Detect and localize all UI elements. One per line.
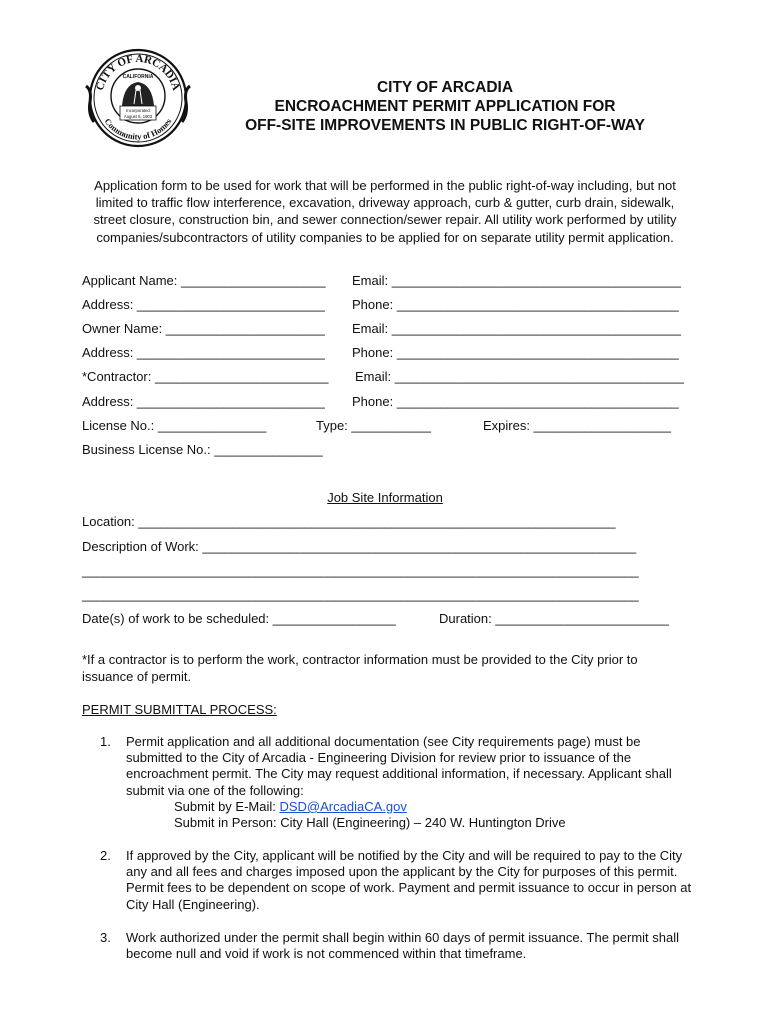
owner-address-field[interactable]: Address: __________________________ [82, 345, 325, 360]
process-item-1-text: Permit application and all additional documentation (see City requirements page) must be submitted to the City of Arcadia - Engineering Division for review prior to issuance of the encroachment permit. The City may request additional information, if necessary. Applicant shall submit via one of the following: [126, 734, 672, 798]
title-line-3: OFF-SITE IMPROVEMENTS IN PUBLIC RIGHT-OF-WAY [245, 117, 645, 134]
work-duration-field[interactable]: Duration: ________________________ [439, 611, 669, 626]
title-line-1: CITY OF ARCADIA [376, 79, 514, 96]
license-type-field[interactable]: Type: ___________ [316, 418, 431, 433]
svg-text:Incorporated: Incorporated [126, 108, 150, 113]
work-description-field[interactable]: Description of Work: ____________________________________________________________ [82, 539, 637, 554]
svg-text:August 5, 1903: August 5, 1903 [123, 114, 153, 119]
list-number: 1. [100, 734, 111, 749]
intro-paragraph: Application form to be used for work that will be performed in the public right-of-way including, but not limited to traffic flow interference, excavation, driveway approach, curb & gutter, curb drain, sidewalk, street closure, construction bin, and sewer connection/sewer repair. All utility work performed by utility companies/subcontractors of utility companies to be applied for on separate utility permit application. [93, 178, 677, 245]
svg-text:CALIFORNIA: CALIFORNIA [122, 74, 154, 80]
document-title [200, 78, 690, 135]
process-item-2-text: If approved by the City, applicant will be notified by the City and will be required to pay to the City any and all fees and charges imposed upon the applicant by the City for purposes of this permit. Permit fees to be dependent on scope of work. Payment and permit issuance to occur in person at City Hall (Engineering). [126, 848, 692, 912]
process-item-1 [100, 734, 700, 831]
applicant-address-field[interactable]: Address: __________________________ [82, 297, 325, 312]
license-number-field[interactable]: License No.: _______________ [82, 418, 267, 433]
submit-email-line [126, 799, 700, 815]
work-dates-field[interactable]: Date(s) of work to be scheduled: _________________ [82, 611, 396, 626]
contractor-note: *If a contractor is to perform the work, contractor information must be provided to the City prior to issuance of permit. [82, 652, 638, 684]
job-site-heading: Job Site Information [327, 490, 443, 505]
owner-phone-field[interactable]: Phone: _______________________________________ [352, 345, 679, 360]
owner-email-field[interactable]: Email: ________________________________________ [352, 321, 681, 336]
work-description-line-3[interactable]: _____________________________________________________________________________ [82, 587, 639, 602]
business-license-field[interactable]: Business License No.: _______________ [82, 442, 323, 457]
city-seal-logo [84, 42, 192, 160]
svg-text:Community of Homes: Community of Homes [102, 116, 174, 142]
applicant-email-field[interactable]: Email: ________________________________________ [352, 273, 681, 288]
contractor-email-field[interactable]: Email: ________________________________________ [355, 369, 684, 384]
process-item-2 [100, 848, 700, 913]
license-expires-field[interactable]: Expires: ___________________ [483, 418, 671, 433]
location-field[interactable]: Location: __________________________________________________________________ [82, 514, 616, 529]
process-item-3 [100, 930, 700, 962]
title-line-2: ENCROACHMENT PERMIT APPLICATION FOR [274, 98, 616, 115]
list-number: 2. [100, 848, 111, 863]
applicant-name-field[interactable]: Applicant Name: ____________________ [82, 273, 326, 288]
contractor-address-field[interactable]: Address: __________________________ [82, 394, 325, 409]
work-description-line-2[interactable]: _____________________________________________________________________________ [82, 563, 639, 578]
owner-name-field[interactable]: Owner Name: ______________________ [82, 321, 325, 336]
list-number: 3. [100, 930, 111, 945]
applicant-phone-field[interactable]: Phone: _______________________________________ [352, 297, 679, 312]
contractor-phone-field[interactable]: Phone: _______________________________________ [352, 394, 679, 409]
svg-text:CITY OF ARCADIA: CITY OF ARCADIA [93, 52, 183, 92]
process-item-3-text: Work authorized under the permit shall begin within 60 days of permit issuance. The permit shall become null and void if work is not commenced within that timeframe. [126, 930, 680, 962]
process-heading: PERMIT SUBMITTAL PROCESS: [82, 702, 277, 717]
submit-email-link[interactable]: DSD@ArcadiaCA.gov [279, 798, 407, 814]
submit-email-label: Submit by E-Mail: [174, 798, 280, 814]
contractor-name-field[interactable]: *Contractor: ________________________ [82, 369, 329, 384]
submit-in-person-line: Submit in Person: City Hall (Engineering) – 240 W. Huntington Drive [174, 815, 566, 831]
